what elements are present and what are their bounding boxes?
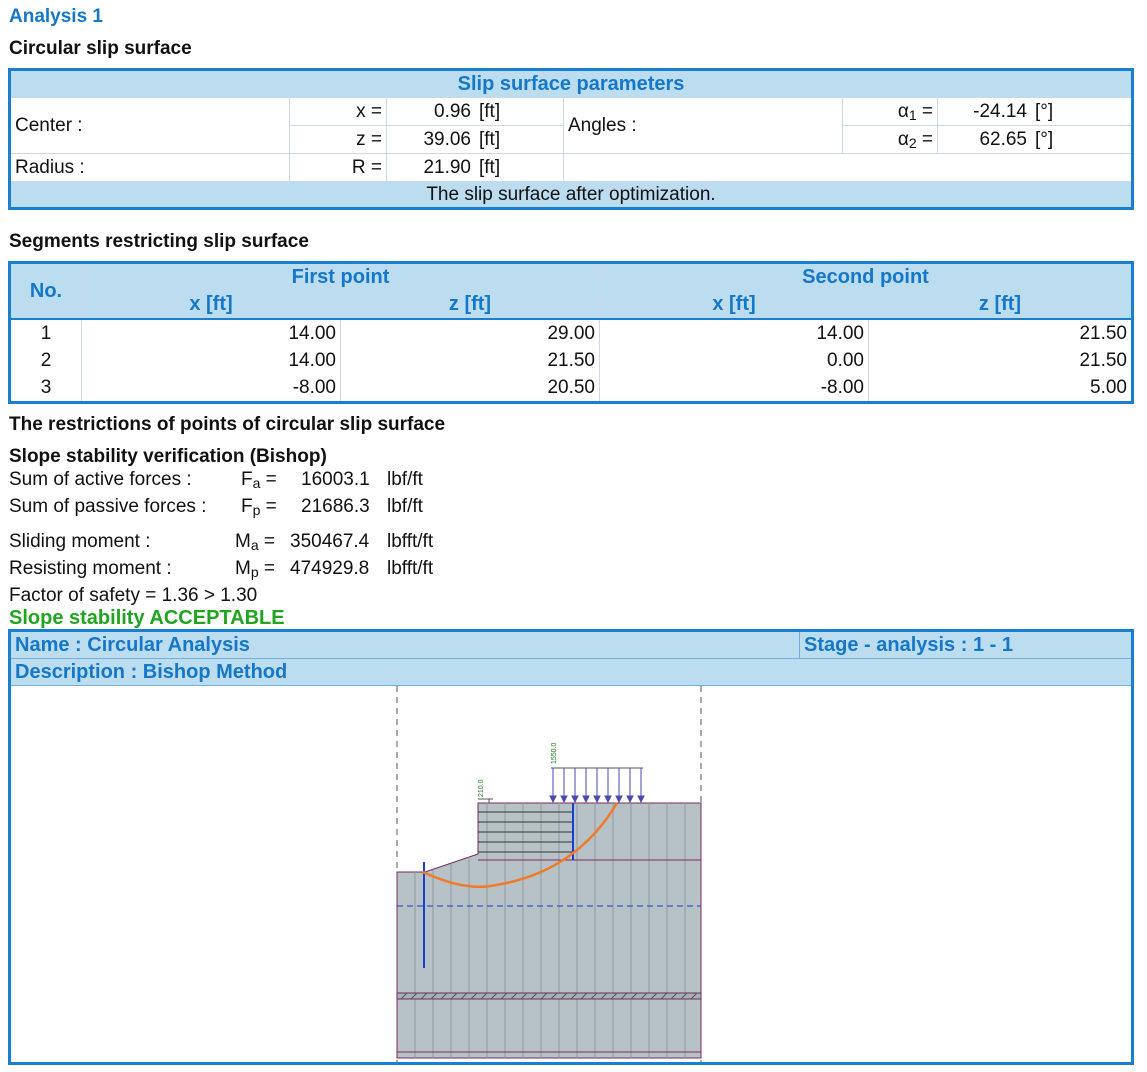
figure-name-row [11,632,1131,659]
cell-x2: -8.00 [600,374,869,403]
resisting-symbol: $M_p$ = [235,558,275,580]
resisting-unit: lbfft/ft [387,558,434,579]
x-label: x = [290,98,387,126]
sliding-label: Sliding moment : [9,531,151,552]
sliding-value: 350467.4 [290,531,370,552]
active-forces-row [9,469,423,491]
cell-no: 2 [10,347,82,374]
section-circular-title: Circular slip surface [9,38,192,59]
table-row [10,319,1133,347]
radius-label: Radius : [10,154,290,182]
r-label: R = [290,154,387,182]
a2-unit: [°] [1031,126,1133,154]
a1-label: $\alpha_1$ = [843,98,938,126]
cell-z1: 21.50 [341,347,600,374]
angles-label: Angles : [564,98,843,154]
a1-unit: [°] [1031,98,1133,126]
figure-name: Name : Circular Analysis [15,634,250,656]
slip-parameters-table [8,68,1134,210]
active-symbol: $F_a$ = [241,469,277,491]
passive-value: 21686.3 [301,496,370,517]
r-value: 21.90 [387,154,476,182]
table-row [10,347,1133,374]
section-restrictions-title: The restrictions of points of circular slip surface [9,414,446,435]
table-row [10,374,1133,403]
passive-symbol: $F_p$ = [241,496,277,518]
section-segments-title: Segments restricting slip surface [9,231,309,252]
x-value: 0.96 [387,98,476,126]
cell-no: 1 [10,319,82,347]
load-large-label: 1550.0 [551,742,558,764]
resisting-label: Resisting moment : [9,558,172,579]
col-no-header: No. [10,263,82,320]
load-large-arrows [550,768,644,802]
cell-z2: 5.00 [869,374,1133,403]
z-label: z = [290,126,387,154]
col-z1-header: z [ft] [341,291,600,319]
cell-x2: 14.00 [600,319,869,347]
cell-x1: 14.00 [82,347,341,374]
stability-verdict: Slope stability ACCEPTABLE [9,607,285,629]
sliding-unit: lbfft/ft [387,531,434,552]
center-label: Center : [10,98,290,154]
section-verification-title: Slope stability verification (Bishop) [9,446,327,467]
passive-label: Sum of passive forces : [9,496,207,517]
factor-of-safety: Factor of safety = 1.36 > 1.30 [9,585,258,606]
analysis-title: Analysis 1 [9,6,103,27]
x-unit: [ft] [475,98,564,126]
passive-unit: lbf/ft [387,496,423,517]
z-value: 39.06 [387,126,476,154]
second-point-header: Second point [600,263,1133,292]
passive-forces-row [9,496,423,518]
figure-stage: Stage - analysis : 1 - 1 [799,632,1013,658]
cell-z2: 21.50 [869,319,1133,347]
table-header: Slip surface parameters [10,70,1133,98]
resisting-moment-row [9,558,434,580]
cell-x1: -8.00 [82,374,341,403]
figure-description-row [11,659,1131,686]
analysis-figure-panel [8,629,1134,1065]
cell-z2: 21.50 [869,347,1133,374]
cell-x1: 14.00 [82,319,341,347]
col-x1-header: x [ft] [82,291,341,319]
cell-no: 3 [10,374,82,403]
col-z2-header: z [ft] [869,291,1133,319]
sliding-symbol: $M_a$ = [235,531,275,553]
a2-label: $\alpha_2$ = [843,126,938,154]
a1-value: -24.14 [938,98,1032,126]
cell-x2: 0.00 [600,347,869,374]
figure-description: Description : Bishop Method [15,661,288,683]
z-unit: [ft] [475,126,564,154]
soil-body [397,803,701,1058]
sliding-moment-row [9,531,434,553]
active-unit: lbf/ft [387,469,423,490]
optimization-note: The slip surface after optimization. [10,182,1133,209]
resisting-value: 474929.8 [290,558,370,579]
active-value: 16003.1 [301,469,370,490]
load-small-label: 210.0 [478,779,485,797]
r-unit: [ft] [475,154,564,182]
a2-value: 62.65 [938,126,1032,154]
segments-table [8,261,1134,404]
active-label: Sum of active forces : [9,469,192,490]
first-point-header: First point [82,263,600,292]
col-x2-header: x [ft] [600,291,869,319]
slope-cross-section [11,686,1131,1062]
cell-z1: 29.00 [341,319,600,347]
cell-z1: 20.50 [341,374,600,403]
